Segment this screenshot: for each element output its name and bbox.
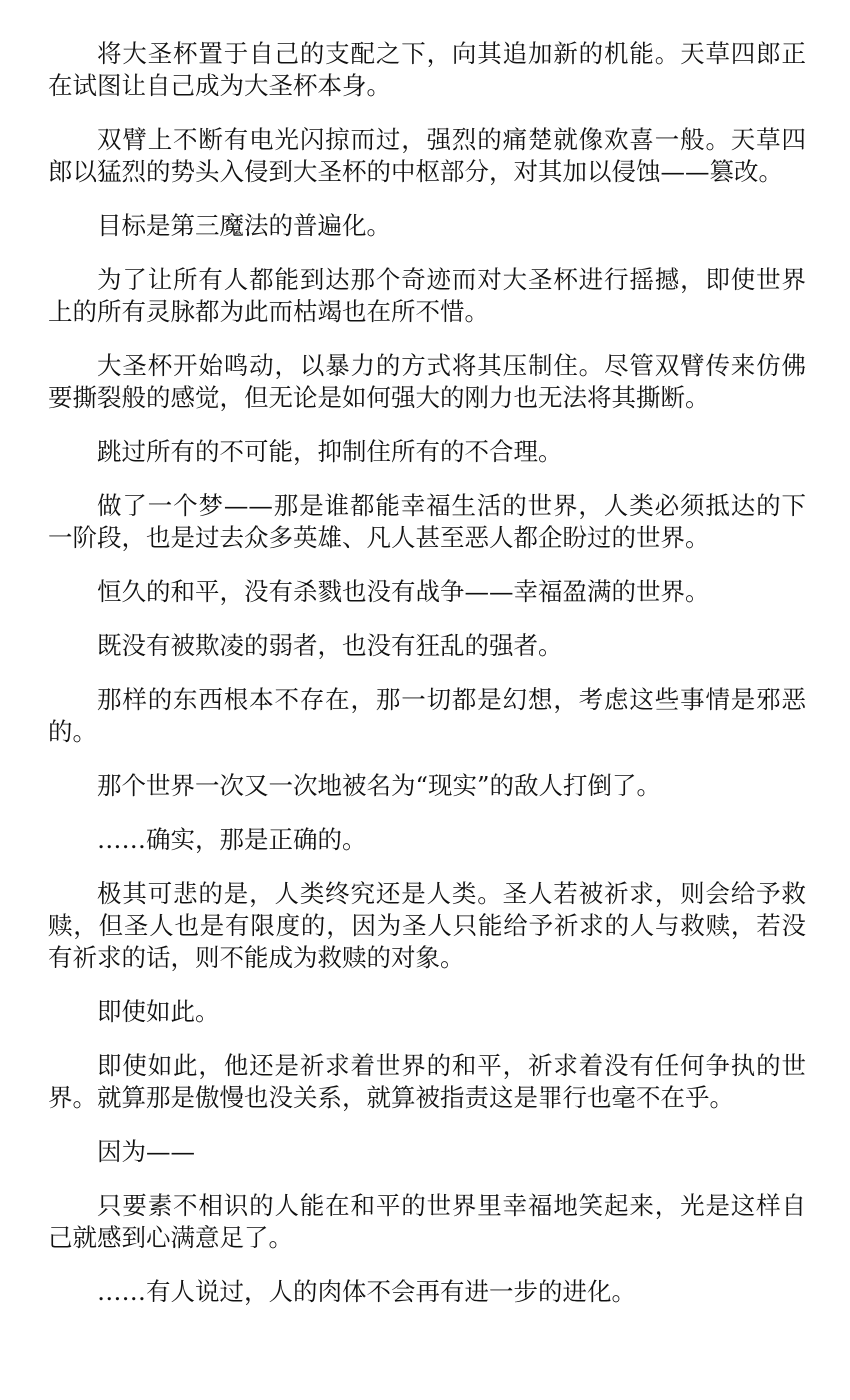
paragraph: 只要素不相识的人能在和平的世界里幸福地笑起来，光是这样自己就感到心满意足了。 — [48, 1191, 806, 1252]
paragraph: 极其可悲的是，人类终究还是人类。圣人若被祈求，则会给予救赎，但圣人也是有限度的，因为圣人只能给予祈求的人与救赎，若没有祈求的话，则不能成为救赎的对象。 — [48, 879, 806, 972]
paragraph: ……确实，那是正确的。 — [97, 825, 367, 854]
paragraph: 为了让所有人都能到达那个奇迹而对大圣杯进行摇撼，即使世界上的所有灵脉都为此而枯竭也在所不惜。 — [48, 265, 806, 326]
paragraph: 大圣杯开始鸣动，以暴力的方式将其压制住。尽管双臂传来仿佛要撕裂般的感觉，但无论是如何强大的刚力也无法将其撕断。 — [48, 351, 806, 412]
paragraph: 那样的东西根本不存在，那一切都是幻想，考虑这些事情是邪恶的。 — [48, 685, 806, 746]
paragraph: 因为—— — [97, 1137, 195, 1166]
paragraph: 那个世界一次又一次地被名为“现实”的敌人打倒了。 — [97, 771, 662, 800]
document-page — [48, 38, 806, 1330]
paragraph: 双臂上不断有电光闪掠而过，强烈的痛楚就像欢喜一般。天草四郎以猛烈的势头入侵到大圣杯的中枢部分，对其加以侵蚀——篡改。 — [48, 125, 806, 186]
paragraph: 即使如此，他还是祈求着世界的和平，祈求着没有任何争执的世界。就算那是傲慢也没关系，就算被指责这是罪行也毫不在乎。 — [48, 1051, 806, 1112]
paragraph: 将大圣杯置于自己的支配之下，向其追加新的机能。天草四郎正在试图让自己成为大圣杯本身。 — [48, 39, 806, 100]
paragraph: 做了一个梦——那是谁都能幸福生活的世界，人类必须抵达的下一阶段，也是过去众多英雄、凡人甚至恶人都企盼过的世界。 — [48, 491, 806, 552]
paragraph: 即使如此。 — [97, 997, 220, 1026]
paragraph: 恒久的和平，没有杀戮也没有战争——幸福盈满的世界。 — [97, 577, 710, 606]
paragraph: ……有人说过，人的肉体不会再有进一步的进化。 — [97, 1277, 636, 1306]
paragraph: 跳过所有的不可能，抑制住所有的不合理。 — [97, 437, 563, 466]
paragraph: 目标是第三魔法的普遍化。 — [97, 211, 391, 240]
paragraph: 既没有被欺凌的弱者，也没有狂乱的强者。 — [97, 631, 563, 660]
